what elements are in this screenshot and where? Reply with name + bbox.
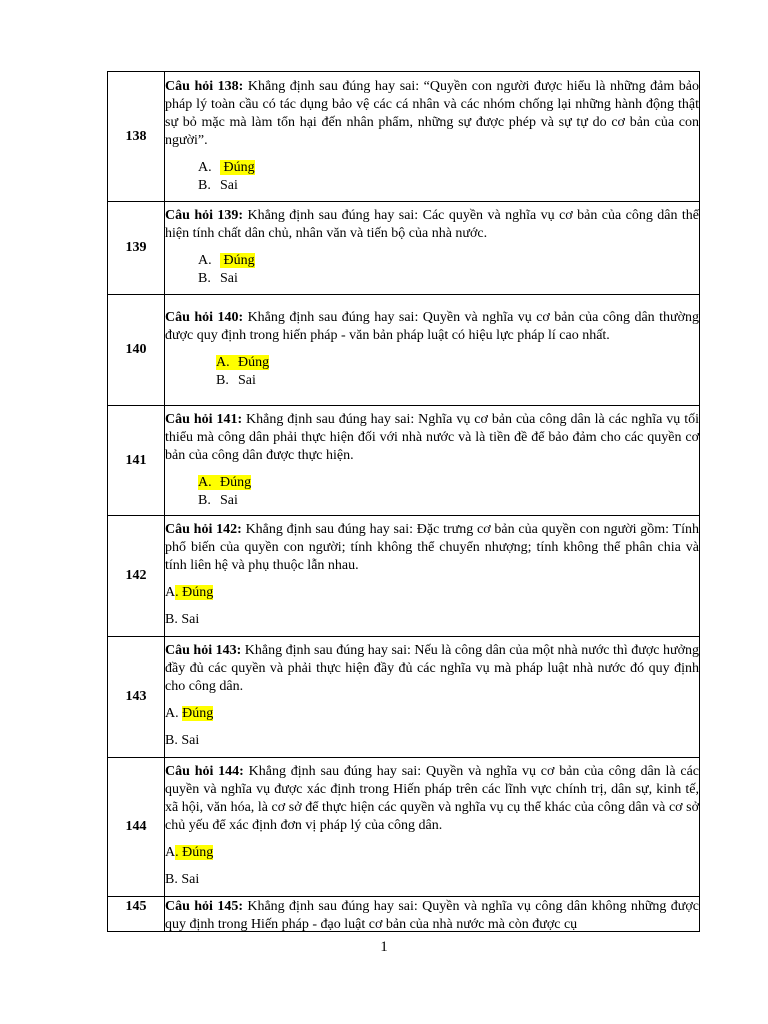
question-title: Câu hỏi 144:: [165, 764, 244, 779]
option-a-label: A: [165, 585, 176, 600]
question-text: [165, 642, 699, 696]
option-b[interactable]: [198, 492, 699, 510]
question-body: Khẳng định sau đúng hay sai: Đặc trưng cơ bản của quyền con người gồm: Tính phổ biến của quyền con người; tính không thể chuyển nhượng; tính không thể phân chia và tính liên hệ và phụ thuộc lẫn nhau.: [165, 522, 699, 573]
question-title: Câu hỏi 141:: [165, 411, 243, 427]
option-a-label: A.: [216, 355, 230, 370]
question-content: [165, 758, 700, 897]
option-a[interactable]: [165, 844, 699, 862]
question-row-145: [108, 897, 700, 932]
question-row-140: [108, 295, 700, 406]
option-a[interactable]: [198, 252, 699, 270]
question-content: [165, 637, 700, 758]
option-b[interactable]: B. Sai: [165, 612, 200, 627]
question-title: Câu hỏi 139:: [165, 208, 244, 223]
question-text: [165, 521, 699, 575]
option-b[interactable]: B. Sai: [165, 733, 200, 748]
option-b[interactable]: [216, 372, 699, 390]
option-b-label: B.: [198, 492, 211, 508]
question-body: Khẳng định sau đúng hay sai: Quyền và nghĩa vụ công dân không những được quy định trong Hiến pháp - đạo luật cơ bản của nhà nước mà còn được cụ: [165, 898, 699, 931]
question-body: Khẳng định sau đúng hay sai: Nghĩa vụ cơ bản của công dân là các nghĩa vụ tối thiểu mà công dân phải thực hiện đối với nhà nước và là tiền đề để bảo đảm cho các quyền cơ bản của công dân được thực hiện.: [165, 411, 700, 463]
question-content: [165, 202, 700, 295]
question-row-143: [108, 637, 700, 758]
option-b[interactable]: [198, 270, 699, 288]
question-body: Khẳng định sau đúng hay sai: Quyền và nghĩa vụ cơ bản của công dân là các quyền và nghĩa vụ được xác định trong Hiến pháp trên các lĩnh vực chính trị, dân sự, kinh tế, xã hội, văn hóa, là cơ sở để thực hiện các quyền và nghĩa vụ cụ thể khác của công dân và cơ sở chủ yếu để xác định đơn vị pháp lý của công dân.: [165, 764, 700, 833]
option-b-text: Sai: [220, 177, 238, 193]
answer-options: [198, 474, 699, 510]
question-title: Câu hỏi 145:: [165, 898, 243, 914]
question-content: [165, 72, 700, 202]
question-body: Khẳng định sau đúng hay sai: Nếu là công dân của một nhà nước thì được hưởng đầy đủ các quyền và phải thực hiện đầy đủ các nghĩa vụ mà pháp luật nhà nước đó quy định cho công dân.: [165, 643, 699, 694]
option-a-label: A.: [165, 706, 183, 721]
question-row-141: [108, 406, 700, 516]
option-b-text: Sai: [220, 492, 238, 508]
question-number: 145: [108, 897, 165, 932]
question-number: 144: [108, 758, 165, 897]
question-number: 141: [108, 406, 165, 516]
question-number: 139: [108, 202, 165, 295]
answer-options: [216, 354, 699, 390]
question-content: [165, 295, 700, 406]
answer-options: [198, 252, 699, 288]
option-a-label: A: [165, 845, 176, 860]
option-a-text: Đúng: [220, 253, 255, 268]
option-b-label: B.: [198, 177, 211, 193]
option-a[interactable]: [198, 159, 699, 177]
question-text: [165, 411, 699, 465]
option-a-text: Đúng: [238, 355, 270, 370]
question-number: 138: [108, 72, 165, 202]
question-text: [165, 763, 699, 835]
question-text: [165, 898, 699, 931]
question-text: [165, 78, 699, 150]
option-a-text: . Đúng: [175, 585, 214, 600]
question-body: Khẳng định sau đúng hay sai: Các quyền và nghĩa vụ cơ bản của công dân thể hiện tính chất dân chủ, nhân văn và tiến bộ của nhà nước.: [165, 208, 699, 241]
question-content: [165, 516, 700, 637]
option-a-text: Đúng: [220, 474, 252, 490]
option-b-text: Sai: [238, 373, 256, 388]
option-a-label: A.: [198, 474, 212, 490]
option-b-label: B.: [216, 373, 229, 388]
answer-options: [198, 159, 699, 195]
option-a[interactable]: [165, 584, 699, 602]
question-body: Khẳng định sau đúng hay sai: “Quyền con người được hiểu là những đảm bảo pháp lý toàn cầu có tác dụng bảo vệ các cá nhân và các nhóm chống lại những hành động thật sự bỏ mặc mà làm tổn hại đến nhân phẩm, những sự được phép và sự tự do cơ bản của con người”.: [165, 78, 699, 148]
option-b-text: Sai: [220, 271, 238, 286]
option-a-label: A.: [198, 159, 212, 175]
question-row-138: [108, 72, 700, 202]
option-a[interactable]: [165, 705, 699, 723]
question-number: 140: [108, 295, 165, 406]
question-text: [165, 207, 699, 243]
question-body: Khẳng định sau đúng hay sai: Quyền và nghĩa vụ cơ bản của công dân thường được quy định trong hiến pháp - văn bản pháp luật có hiệu lực pháp lí cao nhất.: [165, 310, 699, 343]
question-number: 142: [108, 516, 165, 637]
question-title: Câu hỏi 142:: [165, 522, 242, 537]
question-title: Câu hỏi 138:: [165, 78, 244, 94]
question-number: 143: [108, 637, 165, 758]
question-title: Câu hỏi 140:: [165, 310, 244, 325]
question-row-144: [108, 758, 700, 897]
questions-table: [107, 71, 700, 932]
option-a-label: A.: [198, 253, 212, 268]
option-a[interactable]: [198, 474, 699, 492]
option-a-text: Đúng: [182, 706, 214, 721]
option-a-text: Đúng: [220, 159, 255, 175]
option-a-text: . Đúng: [175, 845, 214, 860]
question-row-142: [108, 516, 700, 637]
question-row-139: [108, 202, 700, 295]
option-b[interactable]: B. Sai: [165, 872, 200, 887]
option-a[interactable]: [216, 354, 699, 372]
page-number: 1: [380, 939, 388, 955]
question-title: Câu hỏi 143:: [165, 643, 242, 658]
option-b-label: B.: [198, 271, 211, 286]
question-text: [165, 309, 699, 345]
question-content: [165, 897, 700, 932]
option-b[interactable]: [198, 177, 699, 195]
question-content: [165, 406, 700, 516]
